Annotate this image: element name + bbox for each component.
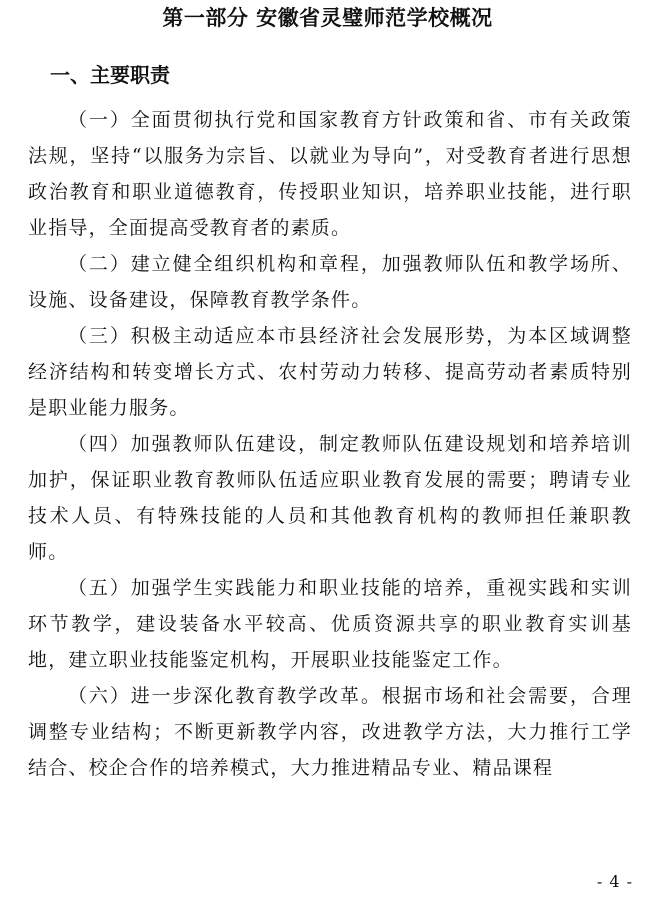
paragraph-3: （三）积极主动适应本市县经济社会发展形势，为本区域调整经济结构和转变增长方式、农村劳动力转移、提高劳动者素质特别是职业能力服务。: [28, 325, 632, 419]
body-text: [28, 102, 632, 786]
paragraph-6: （六）进一步深化教育教学改革。根据市场和社会需要，合理调整专业结构；不断更新教学内容，改进教学方法，大力推行工学结合、校企合作的培养模式，大力推进精品专业、精品课程: [28, 685, 632, 779]
paragraph-5: （五）加强学生实践能力和职业技能的培养，重视实践和实训环节教学，建设装备水平较高、优质资源共享的职业教育实训基地，建立职业技能鉴定机构，开展职业技能鉴定工作。: [28, 577, 632, 671]
page-number: - 4 -: [596, 872, 633, 891]
section-heading: 一、主要职责: [50, 63, 170, 87]
document-title: 第一部分 安徽省灵璧师范学校概况: [162, 6, 493, 30]
paragraph-2: （二）建立健全组织机构和章程，加强教师队伍和教学场所、设施、设备建设，保障教育教学条件。: [28, 253, 632, 311]
paragraph-1: （一）全面贯彻执行党和国家教育方针政策和省、市有关政策法规，坚持“以服务为宗旨、以就业为导向”，对受教育者进行思想政治教育和职业道德教育，传授职业知识，培养职业技能，进行职业指导，全面提高受教育者的素质。: [28, 109, 632, 239]
paragraph-4: （四）加强教师队伍建设，制定教师队伍建设规划和培养培训加护，保证职业教育教师队伍适应职业教育发展的需要；聘请专业技术人员、有特殊技能的人员和其他教育机构的教师担任兼职教师。: [28, 433, 632, 563]
